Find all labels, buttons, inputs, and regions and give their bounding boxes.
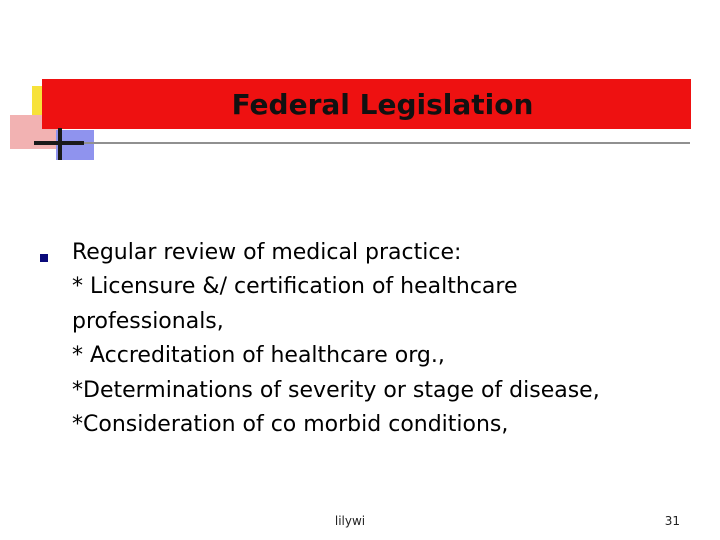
bullet-line: Regular review of medical practice: xyxy=(72,240,462,265)
footer-author: lilywi xyxy=(334,514,366,528)
page-number: 31 xyxy=(664,514,680,528)
bullet-line: * Accreditation of healthcare org., xyxy=(72,343,445,369)
title-underline xyxy=(36,142,690,144)
crosshair-vertical xyxy=(58,128,62,160)
bullet-line: *Consideration of co morbid conditions, xyxy=(72,412,509,438)
bullet-content xyxy=(72,236,702,442)
bullet-line: professionals, xyxy=(72,308,224,334)
bullet-line: * Licensure &/ certification of healthcare xyxy=(72,274,518,300)
bullet-line: *Determinations of severity or stage of disease, xyxy=(72,377,600,403)
bullet-square-icon xyxy=(40,254,48,262)
slide-title: Federal Legislation xyxy=(231,88,534,121)
